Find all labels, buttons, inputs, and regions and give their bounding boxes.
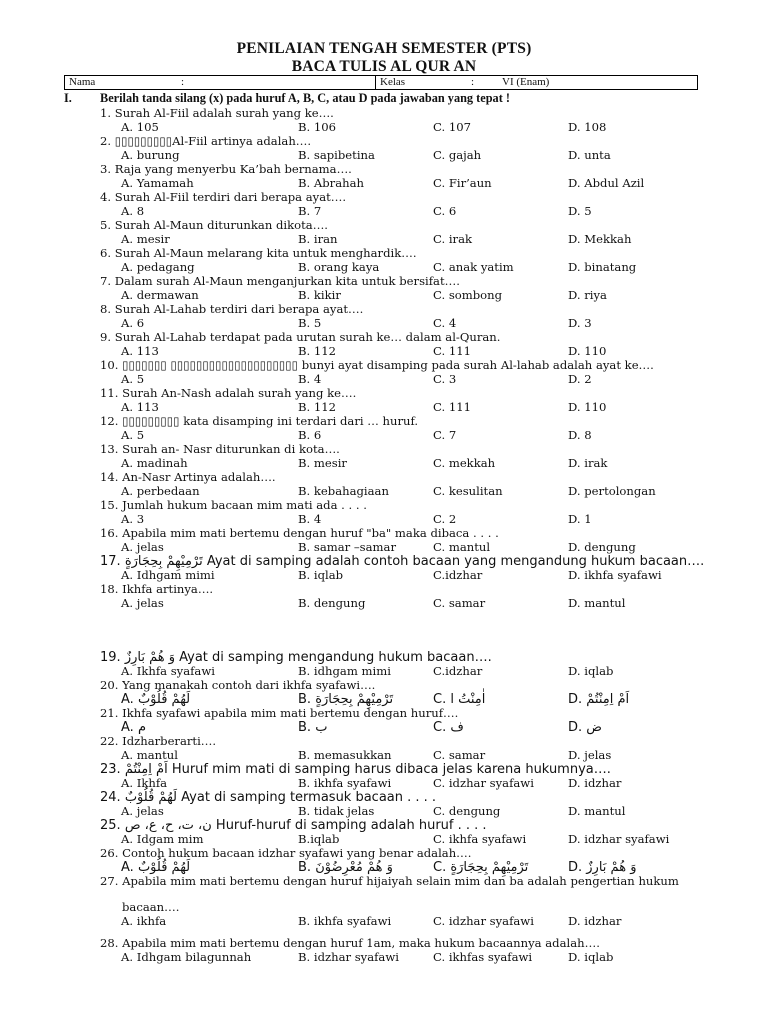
option-b[interactable]: B. tidak jelas	[298, 804, 375, 818]
option-d[interactable]: D. Mekkah	[568, 232, 632, 246]
option-d[interactable]: D. ikhfa syafawi	[568, 568, 662, 582]
question-text: 18. Ikhfa artinya….	[100, 582, 214, 596]
option-d[interactable]: D. 110	[568, 400, 607, 414]
answer-options	[0, 316, 768, 330]
question-item	[0, 246, 768, 274]
option-a[interactable]: A. pedagang	[121, 260, 195, 274]
question-text: 19. وَ هُمْ بَارِزٌ Ayat di samping mengandung hukum bacaan….	[100, 650, 492, 665]
question-text: 3. Raja yang menyerbu Ka’bah bernama….	[100, 162, 352, 176]
question-text: 20. Yang manakah contoh dari ikhfa syafawi….	[100, 678, 376, 692]
question-text: 26. Contoh hukum bacaan idzhar syafawi yang benar adalah….	[100, 846, 472, 860]
option-d[interactable]: D. unta	[568, 148, 611, 162]
option-b[interactable]: B. memasukkan	[298, 748, 392, 762]
option-b[interactable]: B. samar –samar	[298, 540, 396, 554]
question-item	[0, 442, 768, 470]
option-a[interactable]: A. mesir	[121, 232, 170, 246]
question-text: 14. An-Nasr Artinya adalah….	[100, 470, 276, 484]
question-item	[0, 498, 768, 526]
question-item	[0, 162, 768, 190]
answer-options	[0, 540, 768, 554]
option-a[interactable]: A. Idhgam bilagunnah	[121, 950, 252, 964]
option-b[interactable]: B. mesir	[298, 456, 347, 470]
option-b[interactable]: B. 7	[298, 204, 322, 218]
option-b[interactable]: B. Abrahah	[298, 176, 364, 190]
option-d[interactable]: D. irak	[568, 456, 608, 470]
option-a[interactable]: A. 6	[121, 316, 145, 330]
option-a[interactable]: A. 5	[121, 372, 145, 386]
answer-options	[0, 372, 768, 386]
question-text: 8. Surah Al-Lahab terdiri dari berapa ayat….	[100, 302, 364, 316]
question-text: 22. Idzharberarti….	[100, 734, 217, 748]
option-a[interactable]: A. madinah	[121, 456, 188, 470]
option-a[interactable]: A. Idhgam mimi	[121, 568, 215, 582]
question-item	[0, 414, 768, 442]
option-b[interactable]: B. sapibetina	[298, 148, 375, 162]
option-b[interactable]: B. orang kaya	[298, 260, 380, 274]
question-item	[0, 818, 768, 846]
question-text: 12. ▯▯▯▯▯▯▯▯▯ kata disamping ini terdari dari … huruf.	[100, 414, 419, 428]
option-a[interactable]: A. jelas	[121, 596, 164, 610]
option-d[interactable]: D. ض	[568, 720, 602, 735]
question-item	[0, 330, 768, 358]
option-d[interactable]: D. binatang	[568, 260, 637, 274]
answer-options	[0, 260, 768, 274]
option-c[interactable]: C. 2	[433, 512, 457, 526]
option-a[interactable]: A. لَهُمْ قُلُوْبٌ	[121, 860, 191, 875]
option-c[interactable]: C. kesulitan	[433, 484, 503, 498]
option-c[interactable]: C. dengung	[433, 804, 501, 818]
question-item	[0, 874, 768, 928]
answer-options	[0, 664, 768, 678]
option-c[interactable]: C. sombong	[433, 288, 503, 302]
question-text-continued: bacaan….	[122, 900, 180, 914]
answer-options	[0, 120, 768, 134]
question-text: 10. ▯▯▯▯▯▯▯ ▯▯▯▯▯▯▯▯▯▯▯▯▯▯▯▯▯▯▯▯ bunyi ayat disamping pada surah Al-lahab adalah ayat ke….	[100, 358, 654, 372]
option-d[interactable]: D. riya	[568, 288, 607, 302]
option-b[interactable]: B. 106	[298, 120, 337, 134]
question-text: 23. اَمْ اِمِنْتُمْ Huruf mim mati di samping harus dibaca jelas karena hukumnya….	[100, 762, 611, 777]
answer-options	[0, 720, 768, 734]
option-b[interactable]: B. 5	[298, 316, 322, 330]
option-c[interactable]: C. samar	[433, 748, 486, 762]
answer-options	[0, 692, 768, 706]
question-text: 24. لَهُمْ قُلُوْبٌ Ayat di samping termasuk bacaan . . . .	[100, 790, 437, 805]
option-c[interactable]: C. ف	[433, 720, 464, 735]
answer-options	[0, 148, 768, 162]
option-d[interactable]: D. jelas	[568, 748, 612, 762]
question-text: 27. Apabila mim mati bertemu dengan huruf hijaiyah selain mim dan ba adalah pengertian hukum	[100, 874, 679, 888]
question-item	[0, 678, 768, 706]
option-c[interactable]: C. 107	[433, 120, 471, 134]
option-b[interactable]: B. idzhar syafawi	[298, 950, 399, 964]
question-text: 25. ن، ت، ح، ع، ص Huruf-huruf di samping adalah huruf . . . .	[100, 818, 487, 833]
question-item	[0, 706, 768, 734]
option-a[interactable]: A. 105	[121, 120, 159, 134]
option-b[interactable]: B. ikhfa syafawi	[298, 776, 392, 790]
answer-options	[0, 176, 768, 190]
question-text: 28. Apabila mim mati bertemu dengan huruf 1am, maka hukum bacaannya adalah….	[100, 936, 600, 950]
option-c[interactable]: C. 3	[433, 372, 457, 386]
name-label: Nama	[69, 76, 96, 88]
option-b[interactable]: B. ب	[298, 720, 328, 735]
answer-options	[0, 596, 768, 610]
option-d[interactable]: D. 110	[568, 344, 607, 358]
option-a[interactable]: A. 113	[121, 344, 159, 358]
option-a[interactable]: A. Yamamah	[121, 176, 194, 190]
answer-options	[0, 860, 768, 874]
option-c[interactable]: C.idzhar	[433, 568, 483, 582]
option-c[interactable]: C. 111	[433, 400, 471, 414]
class-label: Kelas	[380, 76, 406, 88]
option-c[interactable]: C. idzhar syafawi	[433, 776, 534, 790]
question-item	[0, 302, 768, 330]
question-item	[0, 790, 768, 818]
option-d[interactable]: D. iqlab	[568, 664, 614, 678]
option-a[interactable]: A. 3	[121, 512, 145, 526]
option-c[interactable]: C. 4	[433, 316, 457, 330]
answer-options	[0, 204, 768, 218]
question-item	[0, 358, 768, 386]
option-a[interactable]: A. jelas	[121, 804, 164, 818]
option-b[interactable]: B. 6	[298, 428, 322, 442]
question-item	[0, 218, 768, 246]
option-d[interactable]: D. 5	[568, 204, 592, 218]
option-d[interactable]: D. idzhar	[568, 914, 622, 928]
question-text: 7. Dalam surah Al-Maun menganjurkan kita untuk bersifat….	[100, 274, 460, 288]
option-b[interactable]: B. iran	[298, 232, 338, 246]
option-a[interactable]: A. burung	[121, 148, 180, 162]
option-c[interactable]: C. Fir’aun	[433, 176, 492, 190]
answer-options	[0, 456, 768, 470]
question-text: 1. Surah Al-Fiil adalah surah yang ke….	[100, 106, 334, 120]
option-c[interactable]: C.idzhar	[433, 664, 483, 678]
option-c[interactable]: C. samar	[433, 596, 486, 610]
question-text: 15. Jumlah hukum bacaan mim mati ada . . . .	[100, 498, 367, 512]
option-b[interactable]: B. iqlab	[298, 568, 344, 582]
option-c[interactable]: C. 6	[433, 204, 457, 218]
option-b[interactable]: B.iqlab	[298, 832, 340, 846]
class-value: VI (Enam)	[502, 76, 550, 88]
option-a[interactable]: A. Ikhfa syafawi	[121, 664, 215, 678]
answer-options	[0, 950, 768, 964]
option-d[interactable]: D. Abdul Azil	[568, 176, 645, 190]
answer-options	[0, 568, 768, 582]
question-item	[0, 582, 768, 610]
option-a[interactable]: A. dermawan	[121, 288, 199, 302]
question-item	[0, 274, 768, 302]
instruction-text: Berilah tanda silang (x) pada huruf A, B, C, atau D pada jawaban yang tepat !	[100, 91, 510, 105]
question-item	[0, 762, 768, 790]
option-c[interactable]: C. anak yatim	[433, 260, 514, 274]
question-text: 11. Surah An-Nash adalah surah yang ke….	[100, 386, 357, 400]
question-item	[0, 936, 768, 964]
option-d[interactable]: D. dengung	[568, 540, 636, 554]
option-b[interactable]: B. 4	[298, 512, 322, 526]
option-c[interactable]: C. 7	[433, 428, 457, 442]
option-b[interactable]: B. 112	[298, 400, 337, 414]
class-separator: :	[471, 76, 475, 88]
option-a[interactable]: A. Ikhfa	[121, 776, 168, 790]
option-a[interactable]: A. 8	[121, 204, 145, 218]
question-text: 17. تَرْمِيْهِمْ بِحِجَارَةٍ Ayat di samping adalah contoh bacaan yang mengandung hukum bacaan….	[100, 554, 705, 569]
option-c[interactable]: C. ikhfas syafawi	[433, 950, 533, 964]
option-c[interactable]: C. mekkah	[433, 456, 496, 470]
option-b[interactable]: B. 4	[298, 372, 322, 386]
answer-options	[0, 484, 768, 498]
question-text: 13. Surah an- Nasr diturunkan di kota….	[100, 442, 340, 456]
option-c[interactable]: C. تَرْمِيْهِمْ بِحِجَارَةٍ	[433, 860, 529, 875]
answer-options	[0, 428, 768, 442]
option-d[interactable]: D. mantul	[568, 596, 626, 610]
option-a[interactable]: A. jelas	[121, 540, 164, 554]
option-a[interactable]: A. Idgam mim	[121, 832, 204, 846]
answer-options	[0, 288, 768, 302]
answer-options	[0, 400, 768, 414]
option-c[interactable]: C. irak	[433, 232, 473, 246]
exam-subtitle: BACA TULIS AL QUR AN	[291, 58, 477, 75]
question-item	[0, 846, 768, 874]
option-b[interactable]: B. ikhfa syafawi	[298, 914, 392, 928]
answer-options	[0, 914, 768, 928]
class-cell	[376, 76, 697, 89]
option-b[interactable]: B. kebahagiaan	[298, 484, 389, 498]
question-item	[0, 734, 768, 762]
name-separator: :	[181, 76, 185, 88]
option-d[interactable]: D. idzhar syafawi	[568, 832, 670, 846]
question-item	[0, 386, 768, 414]
option-a[interactable]: A. perbedaan	[121, 484, 200, 498]
option-c[interactable]: C. ikhfa syafawi	[433, 832, 527, 846]
question-text: 2. ▯▯▯▯▯▯▯▯▯Al-Fiil artinya adalah….	[100, 134, 312, 148]
option-d[interactable]: D. 3	[568, 316, 592, 330]
option-d[interactable]: D. وَ هُمْ بَارِزٌ	[568, 860, 637, 875]
option-a[interactable]: A. م	[121, 720, 146, 735]
option-b[interactable]: B. kikir	[298, 288, 341, 302]
exam-title: PENILAIAN TENGAH SEMESTER (PTS)	[236, 40, 532, 57]
answer-options	[0, 804, 768, 818]
question-item	[0, 134, 768, 162]
option-c[interactable]: C. mantul	[433, 540, 491, 554]
option-a[interactable]: A. 5	[121, 428, 145, 442]
option-d[interactable]: D. mantul	[568, 804, 626, 818]
option-b[interactable]: B. idhgam mimi	[298, 664, 391, 678]
section-number: I.	[64, 91, 72, 105]
answer-options	[0, 748, 768, 762]
answer-options	[0, 232, 768, 246]
option-c[interactable]: C. idzhar syafawi	[433, 914, 534, 928]
question-item	[0, 554, 768, 582]
option-c[interactable]: C. gajah	[433, 148, 482, 162]
answer-options	[0, 344, 768, 358]
question-item	[0, 470, 768, 498]
student-identity-table	[64, 75, 698, 90]
option-d[interactable]: D. اَمْ اِمِنْتُمْ	[568, 692, 630, 707]
question-item	[0, 106, 768, 134]
question-item	[0, 650, 768, 678]
option-d[interactable]: D. pertolongan	[568, 484, 656, 498]
option-c[interactable]: C. 111	[433, 344, 471, 358]
option-d[interactable]: D. 1	[568, 512, 592, 526]
option-d[interactable]: D. iqlab	[568, 950, 614, 964]
question-text: 21. Ikhfa syafawi apabila mim mati bertemu dengan huruf….	[100, 706, 459, 720]
option-a[interactable]: A. لَهُمْ قُلُوْبٌ	[121, 692, 191, 707]
option-d[interactable]: D. 8	[568, 428, 592, 442]
question-item	[0, 526, 768, 554]
question-text: 16. Apabila mim mati bertemu dengan huruf "ba" maka dibaca . . . .	[100, 526, 499, 540]
option-c[interactable]: C. اٰمِنْتُ ا	[433, 692, 486, 707]
answer-options	[0, 776, 768, 790]
option-d[interactable]: D. idzhar	[568, 776, 622, 790]
option-d[interactable]: D. 2	[568, 372, 592, 386]
option-b[interactable]: B. تَرْمِيْهِمْ بِحِجَارَةٍ	[298, 692, 394, 707]
question-item	[0, 190, 768, 218]
option-a[interactable]: A. 113	[121, 400, 159, 414]
question-text: 4. Surah Al-Fiil terdiri dari berapa ayat….	[100, 190, 347, 204]
option-a[interactable]: A. ikhfa	[121, 914, 167, 928]
question-text: 9. Surah Al-Lahab terdapat pada urutan surah ke… dalam al-Quran.	[100, 330, 501, 344]
option-b[interactable]: B. 112	[298, 344, 337, 358]
question-text: 5. Surah Al-Maun diturunkan dikota….	[100, 218, 328, 232]
name-cell	[65, 76, 376, 89]
option-b[interactable]: B. وَ هُمْ مُعْرِضُوْنَ	[298, 860, 393, 875]
answer-options	[0, 512, 768, 526]
option-d[interactable]: D. 108	[568, 120, 607, 134]
question-text: 6. Surah Al-Maun melarang kita untuk menghardik….	[100, 246, 417, 260]
answer-options	[0, 832, 768, 846]
option-a[interactable]: A. mantul	[121, 748, 178, 762]
option-b[interactable]: B. dengung	[298, 596, 366, 610]
